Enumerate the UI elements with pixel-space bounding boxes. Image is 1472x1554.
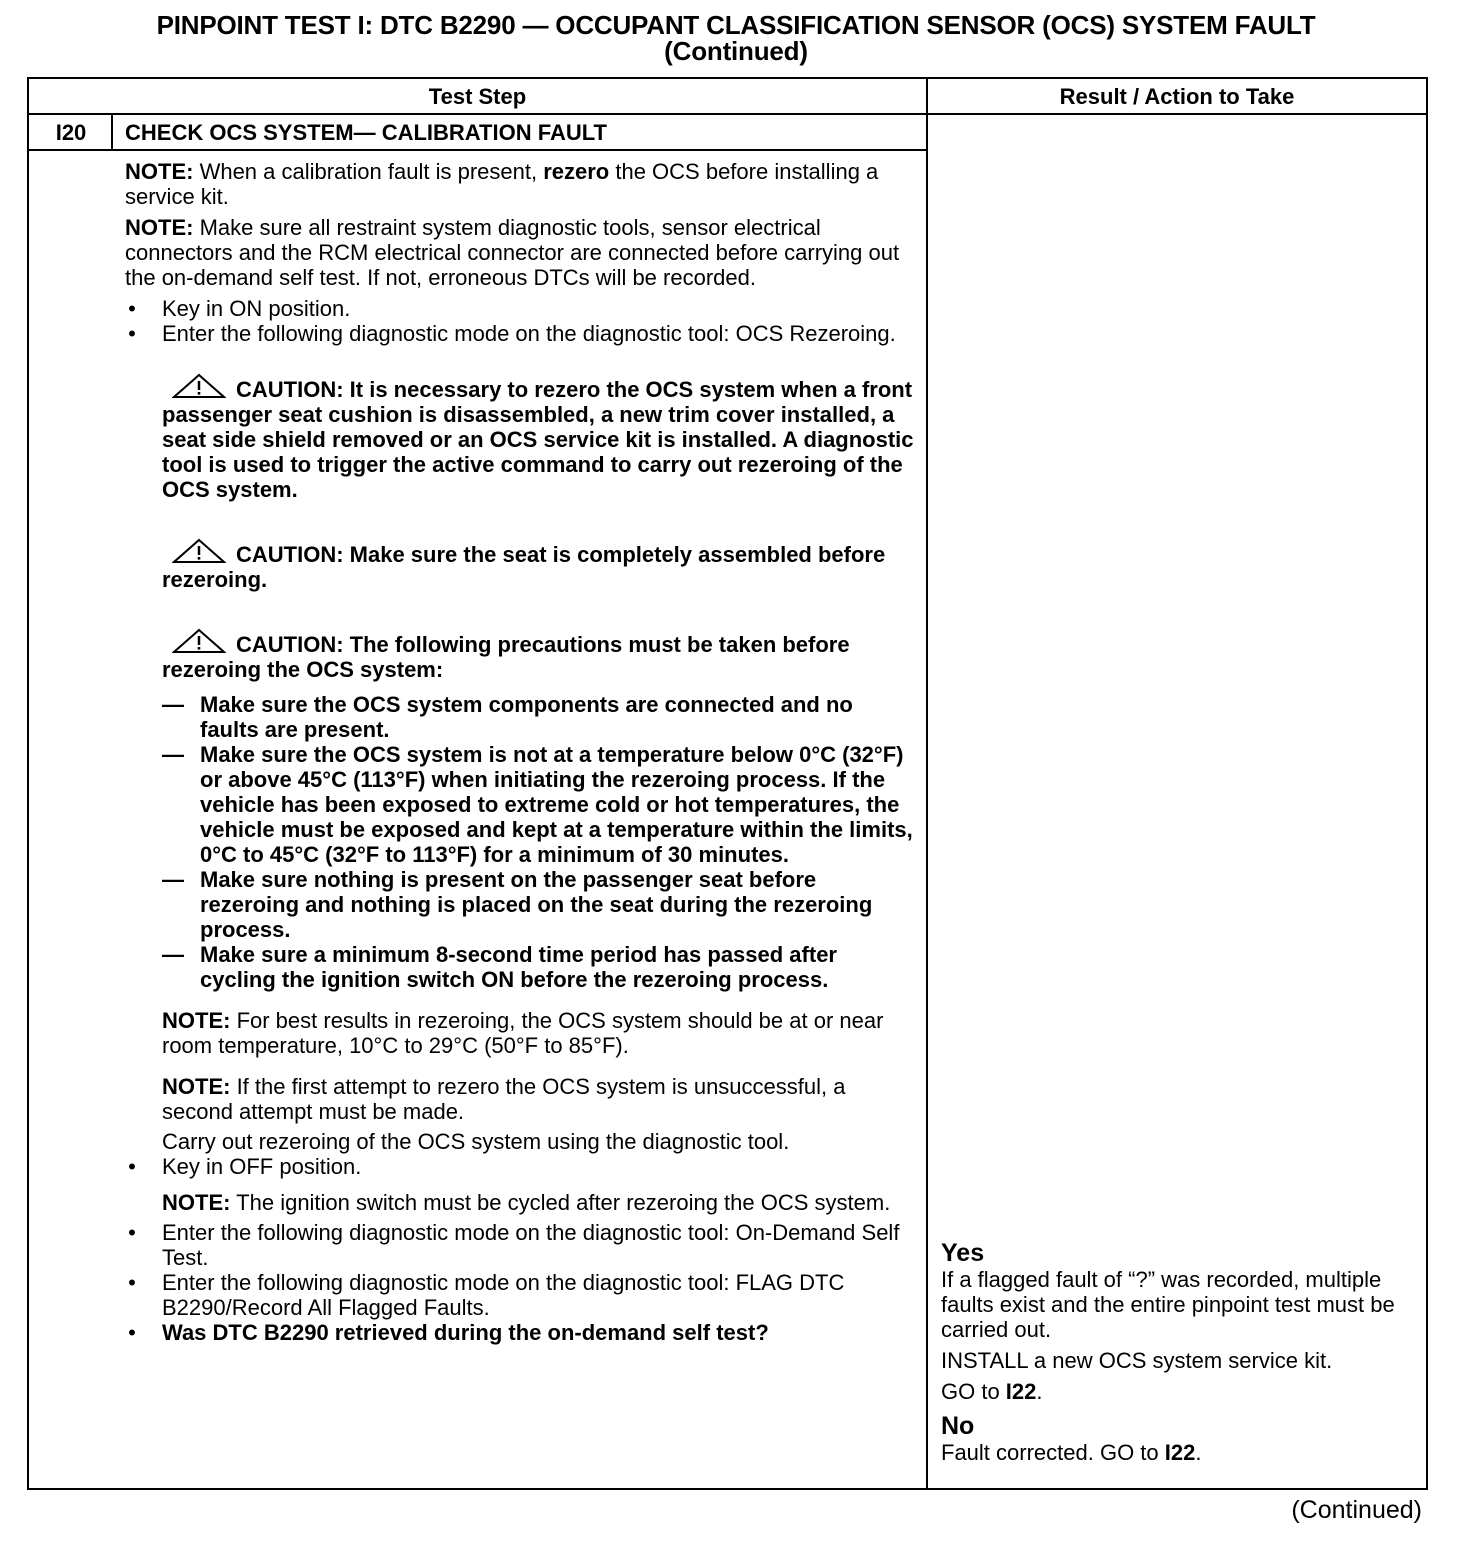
caution-seat-assembled: CAUTION: Make sure the seat is completely assembled before rezeroing. — [125, 538, 915, 592]
precaution-item: — Make sure the OCS system components are connected and no faults are present. — [162, 692, 853, 742]
warning-triangle-icon — [172, 373, 226, 399]
continued-label: (Continued) — [1291, 1496, 1422, 1524]
pinpoint-test-table — [27, 77, 1428, 1490]
result-no-label: No — [941, 1412, 975, 1440]
carry-out-rezeroing: Carry out rezeroing of the OCS system using the diagnostic tool. — [162, 1129, 790, 1154]
note-connectors: NOTE: Make sure all restraint system diagnostic tools, sensor electrical connectors and the RCM electrical connector are connected before carrying out the on-demand self test. If not, erroneous DTCs will be recorded. — [125, 215, 900, 290]
note-calibration: NOTE: When a calibration fault is present, rezero the OCS before installing a service kit. — [125, 159, 879, 209]
step-title: CHECK OCS SYSTEM— CALIBRATION FAULT — [125, 120, 607, 145]
result-yes-label: Yes — [941, 1239, 985, 1267]
test-step-body — [125, 159, 915, 1345]
bullet-enter-rezero: • Enter the following diagnostic mode on the diagnostic tool: OCS Rezeroing. — [128, 321, 896, 346]
result-yes-install: INSTALL a new OCS system service kit. — [941, 1348, 1333, 1373]
precaution-item: — Make sure the OCS system is not at a temperature below 0°C (32°F) or above 45°C (113°F) when initiating the rezeroing process. If the vehicle has been exposed to extreme cold or hot temperatures, the vehicle must be exposed and kept at a temperature within the limits, 0°C to 45°C (32°F to 113°F) for a minimum of 30 minutes. — [162, 742, 913, 867]
precaution-item: — Make sure nothing is present on the passenger seat before rezeroing and nothing is placed on the seat during the rezeroing process. — [162, 867, 873, 942]
bullet-key-on: • Key in ON position. — [128, 296, 351, 321]
note-room-temperature: NOTE: For best results in rezeroing, the OCS system should be at or near room temperature, 10°C to 29°C (50°F to 85°F). — [162, 1008, 884, 1058]
caution-rezero-required: CAUTION: It is necessary to rezero the OCS system when a front passenger seat cushion is disassembled, a new trim cover installed, a seat side shield removed or an OCS service kit is installed. A diagnostic tool is used to trigger the active command to carry out rezeroing of the OCS system. — [125, 373, 915, 502]
bullet-key-off: • Key in OFF position. — [128, 1154, 362, 1179]
bullet-enter-flag: • Enter the following diagnostic mode on the diagnostic tool: FLAG DTC B2290/Record All Flagged Faults. — [128, 1270, 845, 1320]
column-divider — [926, 79, 928, 1488]
header-result-action: Result / Action to Take — [1059, 84, 1295, 109]
warning-triangle-icon — [172, 628, 226, 654]
step-number: I20 — [55, 120, 87, 145]
result-yes-text: If a flagged fault of “?” was recorded, multiple faults exist and the entire pinpoint test must be carried out. — [941, 1267, 1395, 1342]
result-yes-goto: GO to I22. — [941, 1379, 1043, 1404]
bullet-enter-ondemand: • Enter the following diagnostic mode on the diagnostic tool: On-Demand Self Test. — [128, 1220, 900, 1270]
caution-precautions: CAUTION: The following precautions must be taken before rezeroing the OCS system: — [125, 628, 915, 682]
page-title — [0, 12, 1472, 64]
title-line-1: PINPOINT TEST I: DTC B2290 — OCCUPANT CLASSIFICATION SENSOR (OCS) SYSTEM FAULT — [156, 10, 1316, 40]
result-action-cell — [941, 1239, 1421, 1465]
warning-triangle-icon — [172, 538, 226, 564]
result-no-text: Fault corrected. GO to I22. — [941, 1440, 1202, 1465]
note-ignition-cycle: NOTE: The ignition switch must be cycled after rezeroing the OCS system. — [162, 1190, 891, 1215]
title-line-2: (Continued) — [664, 36, 808, 66]
precaution-item: — Make sure a minimum 8-second time period has passed after cycling the ignition switch ON before the rezeroing process. — [162, 942, 837, 992]
bullet-question: • Was DTC B2290 retrieved during the on-demand self test? — [128, 1320, 769, 1345]
note-second-attempt: NOTE: If the first attempt to rezero the OCS system is unsuccessful, a second attempt must be made. — [162, 1074, 846, 1124]
header-test-step: Test Step — [428, 84, 527, 109]
